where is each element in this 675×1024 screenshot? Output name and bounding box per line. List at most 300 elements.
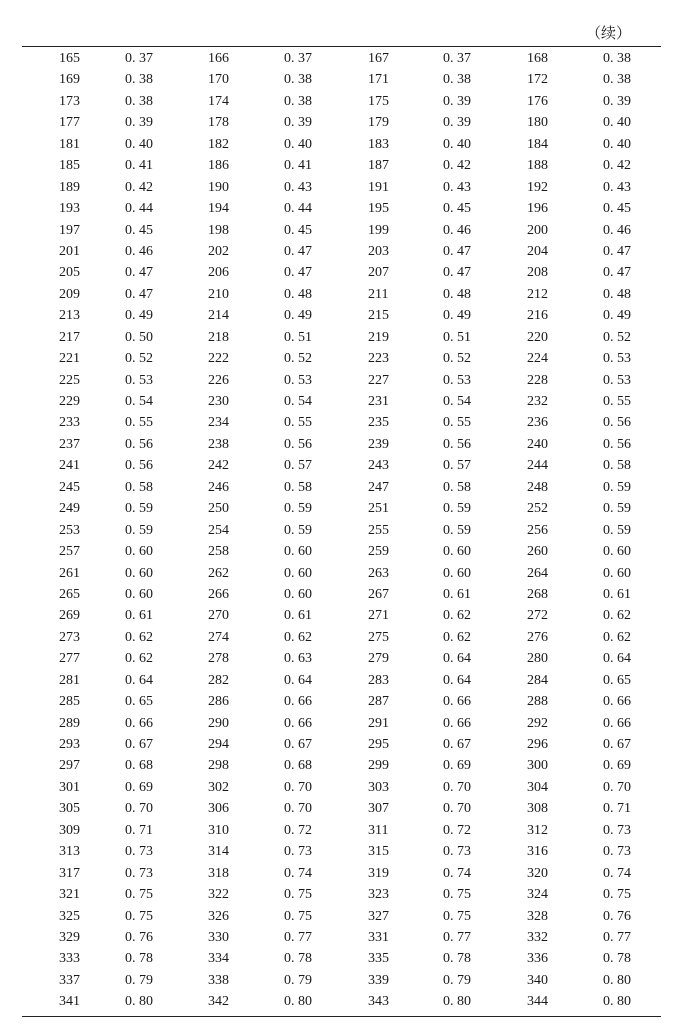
- table-bottom-rule: [22, 1016, 661, 1017]
- index-cell: 292: [527, 715, 548, 731]
- index-cell: 340: [527, 972, 548, 988]
- value-cell: 0. 76: [125, 929, 153, 945]
- index-cell: 320: [527, 865, 548, 881]
- index-cell: 298: [208, 758, 229, 774]
- value-cell: 0. 46: [443, 222, 471, 238]
- index-cell: 286: [208, 694, 229, 710]
- table-row: [22, 563, 661, 584]
- index-cell: 255: [368, 522, 389, 538]
- index-cell: 215: [368, 308, 389, 324]
- value-cell: 0. 64: [443, 672, 471, 688]
- table-row: [22, 863, 661, 884]
- index-cell: 321: [59, 887, 80, 903]
- value-cell: 0. 73: [443, 844, 471, 860]
- index-cell: 310: [208, 822, 229, 838]
- value-cell: 0. 52: [443, 351, 471, 367]
- value-cell: 0. 62: [443, 629, 471, 645]
- index-cell: 204: [527, 243, 548, 259]
- index-cell: 282: [208, 672, 229, 688]
- index-cell: 238: [208, 436, 229, 452]
- index-cell: 233: [59, 415, 80, 431]
- value-cell: 0. 47: [603, 265, 631, 281]
- value-cell: 0. 59: [603, 479, 631, 495]
- value-cell: 0. 79: [284, 972, 312, 988]
- value-cell: 0. 49: [443, 308, 471, 324]
- value-cell: 0. 59: [284, 522, 312, 538]
- index-cell: 219: [368, 329, 389, 345]
- index-cell: 287: [368, 694, 389, 710]
- index-cell: 277: [59, 651, 80, 667]
- index-cell: 303: [368, 779, 389, 795]
- value-cell: 0. 74: [284, 865, 312, 881]
- index-cell: 322: [208, 887, 229, 903]
- value-cell: 0. 56: [603, 436, 631, 452]
- index-cell: 206: [208, 265, 229, 281]
- table-row: [22, 841, 661, 862]
- index-cell: 201: [59, 243, 80, 259]
- index-cell: 337: [59, 972, 80, 988]
- value-cell: 0. 68: [125, 758, 153, 774]
- value-cell: 0. 40: [125, 136, 153, 152]
- value-cell: 0. 70: [443, 801, 471, 817]
- value-cell: 0. 43: [284, 179, 312, 195]
- value-cell: 0. 71: [603, 801, 631, 817]
- index-cell: 182: [208, 136, 229, 152]
- index-cell: 179: [368, 115, 389, 131]
- index-cell: 316: [527, 844, 548, 860]
- table-row: [22, 648, 661, 669]
- index-cell: 284: [527, 672, 548, 688]
- index-cell: 266: [208, 586, 229, 602]
- value-cell: 0. 67: [603, 737, 631, 752]
- value-cell: 0. 67: [125, 737, 153, 752]
- value-cell: 0. 57: [284, 458, 312, 474]
- index-cell: 274: [208, 629, 229, 645]
- index-cell: 227: [368, 372, 389, 388]
- value-cell: 0. 56: [603, 415, 631, 431]
- table-row: [22, 584, 661, 605]
- index-cell: 265: [59, 586, 80, 602]
- value-cell: 0. 80: [603, 994, 631, 1010]
- value-cell: 0. 44: [284, 201, 312, 217]
- value-cell: 0. 54: [125, 394, 153, 409]
- table-row: [22, 305, 661, 326]
- value-cell: 0. 37: [284, 51, 312, 66]
- index-cell: 302: [208, 779, 229, 795]
- value-cell: 0. 39: [284, 115, 312, 131]
- value-cell: 0. 77: [603, 929, 631, 945]
- value-cell: 0. 51: [284, 329, 312, 345]
- table-row: [22, 627, 661, 648]
- value-cell: 0. 73: [603, 844, 631, 860]
- index-cell: 242: [208, 458, 229, 474]
- value-cell: 0. 53: [603, 351, 631, 367]
- index-cell: 330: [208, 929, 229, 945]
- value-cell: 0. 70: [443, 779, 471, 795]
- value-cell: 0. 60: [284, 565, 312, 581]
- value-cell: 0. 39: [443, 115, 471, 131]
- index-cell: 237: [59, 436, 80, 452]
- index-cell: 341: [59, 994, 80, 1010]
- table-row: [22, 927, 661, 948]
- index-cell: 211: [368, 286, 389, 302]
- table-row: [22, 284, 661, 305]
- value-cell: 0. 66: [603, 715, 631, 731]
- value-cell: 0. 70: [603, 779, 631, 795]
- value-cell: 0. 40: [603, 136, 631, 152]
- index-cell: 336: [527, 951, 548, 967]
- index-cell: 205: [59, 265, 80, 281]
- value-cell: 0. 72: [443, 822, 471, 838]
- index-cell: 253: [59, 522, 80, 538]
- value-cell: 0. 60: [603, 565, 631, 581]
- index-cell: 291: [368, 715, 389, 731]
- value-cell: 0. 41: [125, 158, 153, 174]
- index-cell: 308: [527, 801, 548, 817]
- value-cell: 0. 62: [603, 629, 631, 645]
- index-cell: 290: [208, 715, 229, 731]
- index-cell: 203: [368, 243, 389, 259]
- index-cell: 244: [527, 458, 548, 474]
- value-cell: 0. 63: [284, 651, 312, 667]
- index-cell: 169: [59, 72, 80, 88]
- value-cell: 0. 46: [603, 222, 631, 238]
- table-row: [22, 48, 661, 69]
- value-cell: 0. 52: [603, 329, 631, 345]
- index-cell: 200: [527, 222, 548, 238]
- index-cell: 262: [208, 565, 229, 581]
- value-cell: 0. 60: [443, 544, 471, 560]
- index-cell: 317: [59, 865, 80, 881]
- data-table: [22, 48, 661, 1013]
- index-cell: 264: [527, 565, 548, 581]
- value-cell: 0. 61: [443, 586, 471, 602]
- index-cell: 221: [59, 351, 80, 367]
- value-cell: 0. 38: [284, 93, 312, 109]
- value-cell: 0. 75: [443, 887, 471, 903]
- table-row: [22, 734, 661, 755]
- value-cell: 0. 58: [603, 458, 631, 474]
- index-cell: 216: [527, 308, 548, 324]
- index-cell: 191: [368, 179, 389, 195]
- value-cell: 0. 60: [284, 586, 312, 602]
- index-cell: 311: [368, 822, 389, 838]
- value-cell: 0. 59: [125, 522, 153, 538]
- index-cell: 309: [59, 822, 80, 838]
- value-cell: 0. 45: [603, 201, 631, 217]
- table-row: [22, 498, 661, 519]
- index-cell: 218: [208, 329, 229, 345]
- index-cell: 306: [208, 801, 229, 817]
- value-cell: 0. 53: [603, 372, 631, 388]
- value-cell: 0. 44: [125, 201, 153, 217]
- table-row: [22, 391, 661, 412]
- value-cell: 0. 42: [603, 158, 631, 174]
- value-cell: 0. 43: [443, 179, 471, 195]
- value-cell: 0. 39: [603, 93, 631, 109]
- value-cell: 0. 79: [443, 972, 471, 988]
- index-cell: 165: [59, 51, 80, 66]
- value-cell: 0. 78: [125, 951, 153, 967]
- value-cell: 0. 62: [603, 608, 631, 624]
- value-cell: 0. 80: [125, 994, 153, 1010]
- value-cell: 0. 66: [125, 715, 153, 731]
- index-cell: 176: [527, 93, 548, 109]
- index-cell: 305: [59, 801, 80, 817]
- value-cell: 0. 54: [443, 394, 471, 409]
- index-cell: 199: [368, 222, 389, 238]
- index-cell: 197: [59, 222, 80, 238]
- value-cell: 0. 69: [443, 758, 471, 774]
- value-cell: 0. 71: [125, 822, 153, 838]
- table-row: [22, 906, 661, 927]
- value-cell: 0. 55: [603, 394, 631, 409]
- index-cell: 318: [208, 865, 229, 881]
- table-row: [22, 820, 661, 841]
- index-cell: 240: [527, 436, 548, 452]
- index-cell: 252: [527, 501, 548, 517]
- value-cell: 0. 58: [125, 479, 153, 495]
- index-cell: 183: [368, 136, 389, 152]
- table-row: [22, 884, 661, 905]
- index-cell: 186: [208, 158, 229, 174]
- value-cell: 0. 62: [125, 651, 153, 667]
- value-cell: 0. 56: [125, 458, 153, 474]
- value-cell: 0. 73: [603, 822, 631, 838]
- index-cell: 190: [208, 179, 229, 195]
- index-cell: 342: [208, 994, 229, 1010]
- value-cell: 0. 72: [284, 822, 312, 838]
- value-cell: 0. 53: [443, 372, 471, 388]
- table-row: [22, 477, 661, 498]
- value-cell: 0. 37: [443, 51, 471, 66]
- index-cell: 249: [59, 501, 80, 517]
- table-row: [22, 755, 661, 776]
- index-cell: 312: [527, 822, 548, 838]
- value-cell: 0. 50: [125, 329, 153, 345]
- value-cell: 0. 69: [603, 758, 631, 774]
- value-cell: 0. 42: [125, 179, 153, 195]
- index-cell: 319: [368, 865, 389, 881]
- value-cell: 0. 38: [603, 72, 631, 88]
- value-cell: 0. 59: [284, 501, 312, 517]
- index-cell: 232: [527, 394, 548, 409]
- table-row: [22, 455, 661, 476]
- index-cell: 230: [208, 394, 229, 409]
- value-cell: 0. 77: [443, 929, 471, 945]
- value-cell: 0. 38: [125, 93, 153, 109]
- value-cell: 0. 73: [125, 865, 153, 881]
- value-cell: 0. 55: [443, 415, 471, 431]
- index-cell: 166: [208, 51, 229, 66]
- index-cell: 328: [527, 908, 548, 924]
- index-cell: 217: [59, 329, 80, 345]
- value-cell: 0. 60: [443, 565, 471, 581]
- index-cell: 181: [59, 136, 80, 152]
- value-cell: 0. 61: [125, 608, 153, 624]
- index-cell: 210: [208, 286, 229, 302]
- table-row: [22, 713, 661, 734]
- index-cell: 180: [527, 115, 548, 131]
- value-cell: 0. 60: [603, 544, 631, 560]
- index-cell: 235: [368, 415, 389, 431]
- index-cell: 338: [208, 972, 229, 988]
- value-cell: 0. 48: [603, 286, 631, 302]
- index-cell: 268: [527, 586, 548, 602]
- index-cell: 295: [368, 737, 389, 752]
- value-cell: 0. 75: [125, 908, 153, 924]
- value-cell: 0. 73: [125, 844, 153, 860]
- value-cell: 0. 59: [603, 522, 631, 538]
- value-cell: 0. 45: [284, 222, 312, 238]
- index-cell: 222: [208, 351, 229, 367]
- index-cell: 280: [527, 651, 548, 667]
- index-cell: 272: [527, 608, 548, 624]
- index-cell: 335: [368, 951, 389, 967]
- index-cell: 231: [368, 394, 389, 409]
- value-cell: 0. 78: [284, 951, 312, 967]
- index-cell: 344: [527, 994, 548, 1010]
- value-cell: 0. 56: [125, 436, 153, 452]
- value-cell: 0. 52: [284, 351, 312, 367]
- value-cell: 0. 58: [284, 479, 312, 495]
- index-cell: 294: [208, 737, 229, 752]
- value-cell: 0. 49: [125, 308, 153, 324]
- index-cell: 289: [59, 715, 80, 731]
- value-cell: 0. 75: [443, 908, 471, 924]
- index-cell: 281: [59, 672, 80, 688]
- table-row: [22, 112, 661, 133]
- value-cell: 0. 49: [603, 308, 631, 324]
- index-cell: 296: [527, 737, 548, 752]
- index-cell: 174: [208, 93, 229, 109]
- table-row: [22, 370, 661, 391]
- index-cell: 173: [59, 93, 80, 109]
- table-row: [22, 262, 661, 283]
- index-cell: 192: [527, 179, 548, 195]
- value-cell: 0. 77: [284, 929, 312, 945]
- value-cell: 0. 78: [443, 951, 471, 967]
- index-cell: 288: [527, 694, 548, 710]
- index-cell: 247: [368, 479, 389, 495]
- index-cell: 246: [208, 479, 229, 495]
- value-cell: 0. 60: [284, 544, 312, 560]
- value-cell: 0. 61: [603, 586, 631, 602]
- value-cell: 0. 60: [125, 586, 153, 602]
- value-cell: 0. 56: [443, 436, 471, 452]
- index-cell: 196: [527, 201, 548, 217]
- index-cell: 239: [368, 436, 389, 452]
- value-cell: 0. 40: [284, 136, 312, 152]
- index-cell: 297: [59, 758, 80, 774]
- index-cell: 226: [208, 372, 229, 388]
- value-cell: 0. 65: [603, 672, 631, 688]
- index-cell: 314: [208, 844, 229, 860]
- table-row: [22, 670, 661, 691]
- value-cell: 0. 66: [443, 715, 471, 731]
- value-cell: 0. 47: [125, 286, 153, 302]
- value-cell: 0. 46: [125, 243, 153, 259]
- value-cell: 0. 80: [443, 994, 471, 1010]
- table-row: [22, 134, 661, 155]
- value-cell: 0. 68: [284, 758, 312, 774]
- value-cell: 0. 38: [603, 51, 631, 66]
- value-cell: 0. 75: [284, 908, 312, 924]
- index-cell: 168: [527, 51, 548, 66]
- index-cell: 270: [208, 608, 229, 624]
- value-cell: 0. 47: [443, 265, 471, 281]
- value-cell: 0. 70: [125, 801, 153, 817]
- value-cell: 0. 57: [443, 458, 471, 474]
- value-cell: 0. 62: [125, 629, 153, 645]
- value-cell: 0. 70: [284, 801, 312, 817]
- value-cell: 0. 47: [603, 243, 631, 259]
- value-cell: 0. 61: [284, 608, 312, 624]
- index-cell: 278: [208, 651, 229, 667]
- value-cell: 0. 76: [603, 908, 631, 924]
- value-cell: 0. 60: [125, 544, 153, 560]
- index-cell: 177: [59, 115, 80, 131]
- index-cell: 213: [59, 308, 80, 324]
- index-cell: 170: [208, 72, 229, 88]
- value-cell: 0. 47: [284, 243, 312, 259]
- value-cell: 0. 40: [603, 115, 631, 131]
- index-cell: 209: [59, 286, 80, 302]
- table-top-rule: [22, 46, 661, 47]
- value-cell: 0. 70: [284, 779, 312, 795]
- index-cell: 275: [368, 629, 389, 645]
- value-cell: 0. 56: [284, 436, 312, 452]
- table-row: [22, 970, 661, 991]
- index-cell: 178: [208, 115, 229, 131]
- index-cell: 301: [59, 779, 80, 795]
- index-cell: 285: [59, 694, 80, 710]
- index-cell: 325: [59, 908, 80, 924]
- index-cell: 229: [59, 394, 80, 409]
- index-cell: 300: [527, 758, 548, 774]
- table-row: [22, 198, 661, 219]
- index-cell: 194: [208, 201, 229, 217]
- index-cell: 223: [368, 351, 389, 367]
- index-cell: 214: [208, 308, 229, 324]
- table-row: [22, 520, 661, 541]
- value-cell: 0. 60: [125, 565, 153, 581]
- index-cell: 198: [208, 222, 229, 238]
- index-cell: 332: [527, 929, 548, 945]
- value-cell: 0. 66: [284, 715, 312, 731]
- index-cell: 256: [527, 522, 548, 538]
- table-row: [22, 241, 661, 262]
- value-cell: 0. 78: [603, 951, 631, 967]
- index-cell: 220: [527, 329, 548, 345]
- index-cell: 283: [368, 672, 389, 688]
- index-cell: 327: [368, 908, 389, 924]
- value-cell: 0. 52: [125, 351, 153, 367]
- value-cell: 0. 64: [603, 651, 631, 667]
- value-cell: 0. 48: [443, 286, 471, 302]
- value-cell: 0. 49: [284, 308, 312, 324]
- value-cell: 0. 59: [603, 501, 631, 517]
- index-cell: 267: [368, 586, 389, 602]
- value-cell: 0. 37: [125, 51, 153, 66]
- index-cell: 299: [368, 758, 389, 774]
- value-cell: 0. 65: [125, 694, 153, 710]
- value-cell: 0. 69: [125, 779, 153, 795]
- table-row: [22, 691, 661, 712]
- value-cell: 0. 45: [125, 222, 153, 238]
- index-cell: 175: [368, 93, 389, 109]
- index-cell: 271: [368, 608, 389, 624]
